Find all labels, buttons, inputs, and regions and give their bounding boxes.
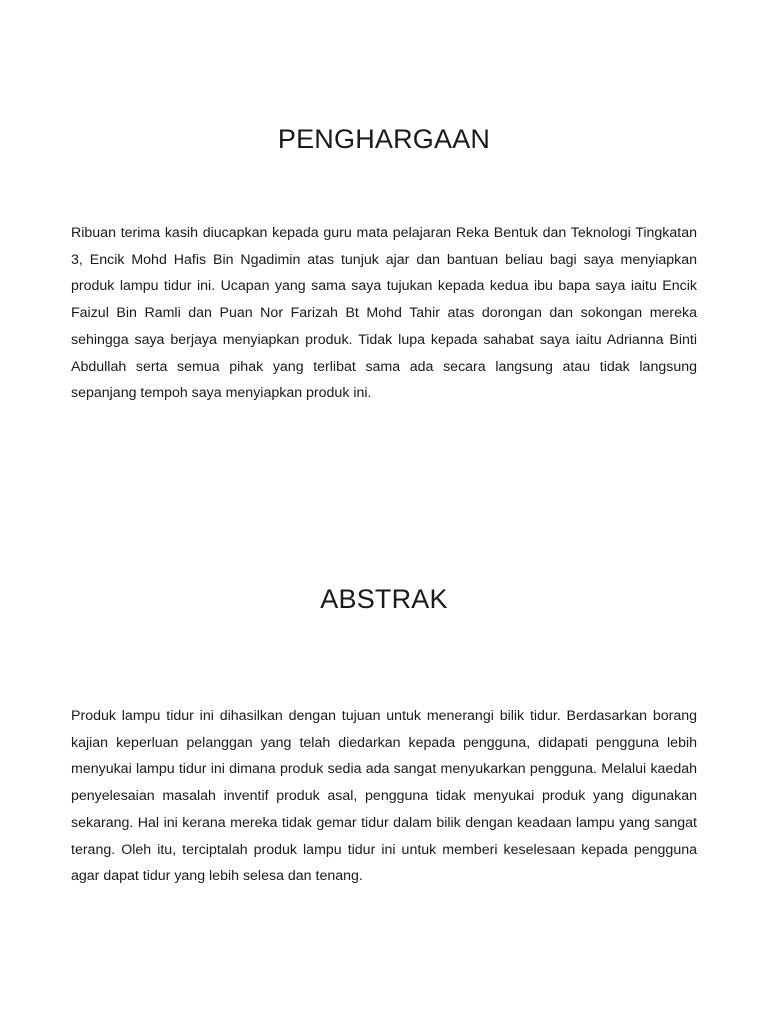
section-body-abstrak: Produk lampu tidur ini dihasilkan dengan tujuan untuk menerangi bilik tidur. Berdasarkan borang kajian keperluan pelanggan yang telah diedarkan kepada pengguna, didapati pengguna lebih menyukai lampu tidur ini dimana produk sedia ada sangat menyukarkan pengguna. Melalui kaedah penyelesaian masalah inventif produk asal, pengguna tidak menyukai produk yang digunakan sekarang. Hal ini kerana mereka tidak gemar tidur dalam bilik dengan keadaan lampu yang sangat terang. Oleh itu, terciptalah produk lampu tidur ini untuk memberi keselesaan kepada pengguna agar dapat tidur yang lebih selesa dan tenang. — [71, 708, 697, 885]
section-heading-penghargaan: PENGHARGAAN — [277, 124, 491, 154]
section-body-penghargaan: Ribuan terima kasih diucapkan kepada guru mata pelajaran Reka Bentuk dan Teknologi Tingkatan 3, Encik Mohd Hafis Bin Ngadimin atas tunjuk ajar dan bantuan beliau bagi saya menyiapkan produk lampu tidur ini. Ucapan yang sama saya tujukan kepada kedua ibu bapa saya iaitu Encik Faizul Bin Ramli dan Puan Nor Farizah Bt Mohd Tahir atas dorongan dan sokongan mereka sehingga saya berjaya menyiapkan produk. Tidak lupa kepada sahabat saya iaitu Adrianna Binti Abdullah serta semua pihak yang terlibat sama ada secara langsung atau tidak langsung sepanjang tempoh saya menyiapkan produk ini. — [71, 225, 697, 402]
section-heading-abstrak: ABSTRAK — [320, 584, 448, 614]
